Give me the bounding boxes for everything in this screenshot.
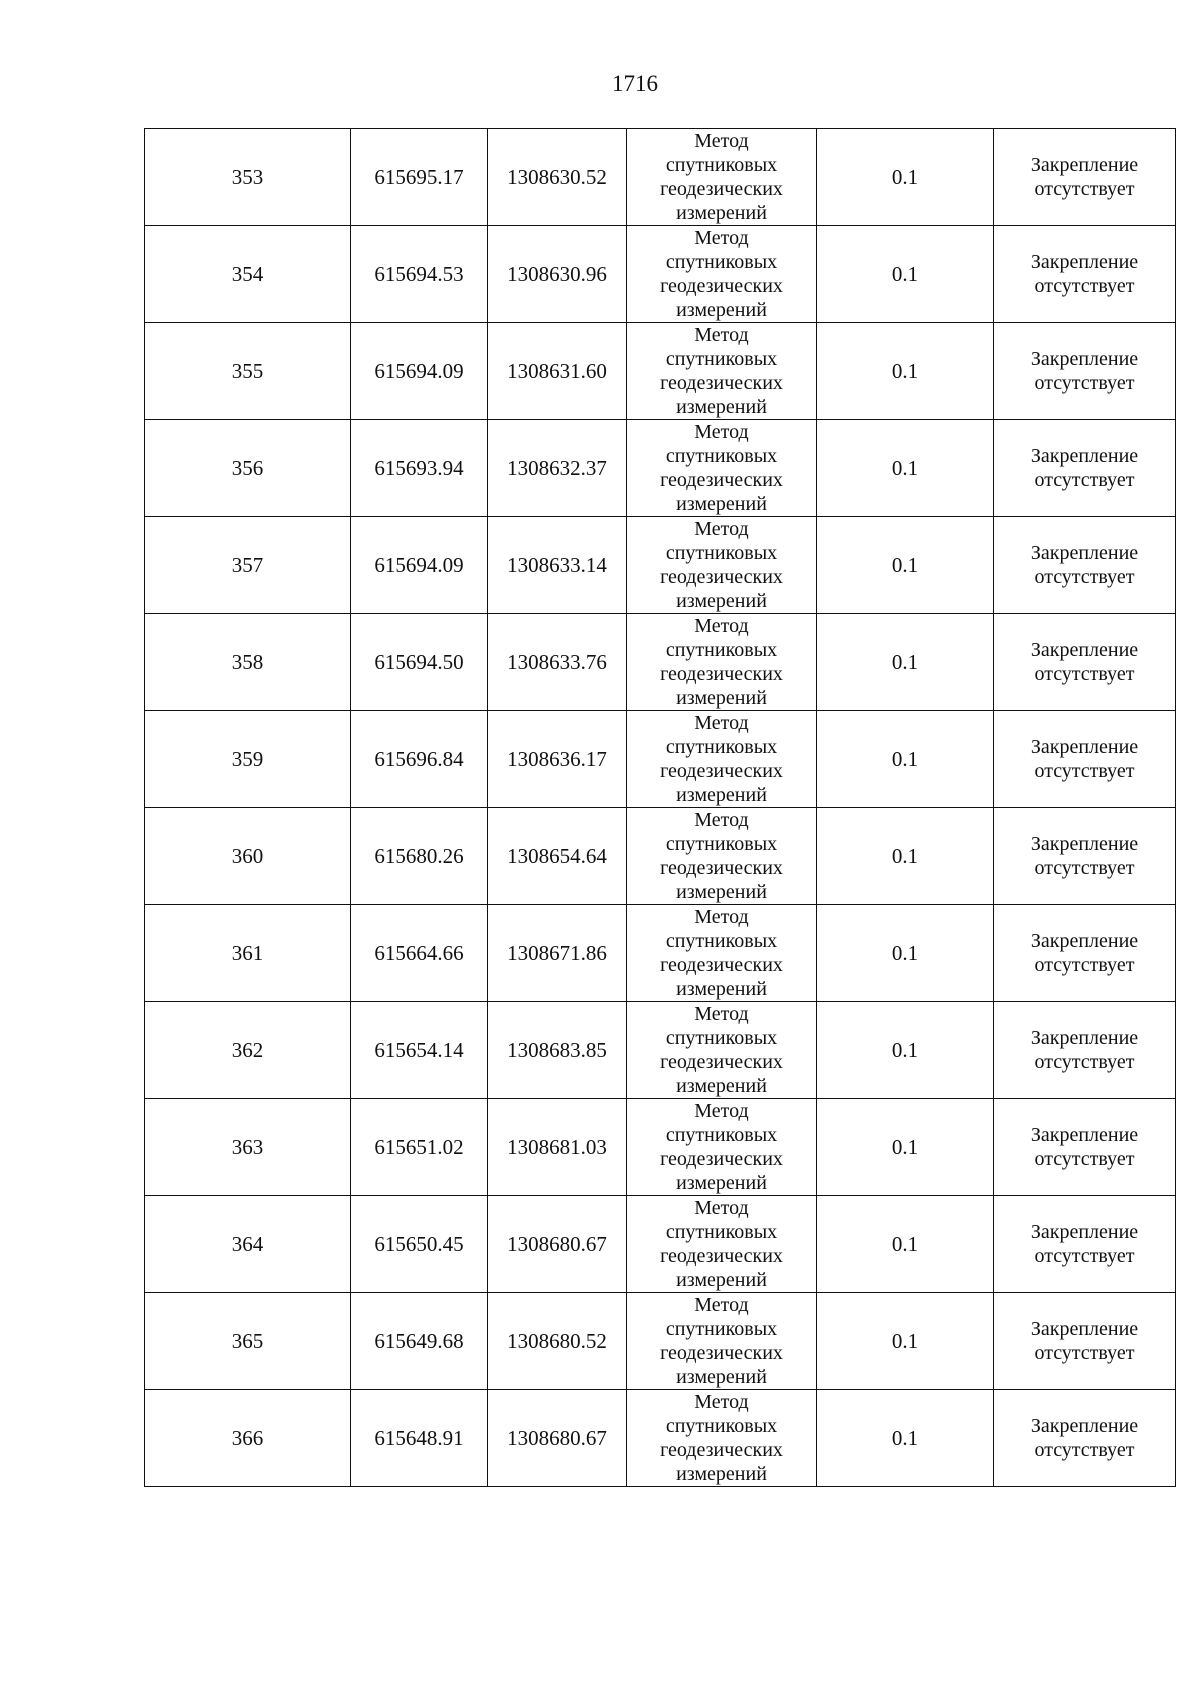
method-cell-line: спутниковых: [665, 251, 778, 273]
method-cell-line: Метод: [694, 324, 749, 346]
y-coordinate-cell: 1308680.52: [488, 1293, 627, 1390]
method-cell-line: геодезических: [660, 760, 783, 782]
point-number-cell: 357: [145, 517, 351, 614]
x-coordinate-cell: 615694.53: [351, 226, 488, 323]
fixation-cell-line: Закрепление: [1030, 348, 1139, 370]
accuracy-cell: 0.1: [817, 1390, 994, 1487]
point-number-cell: 356: [145, 420, 351, 517]
y-coordinate-cell: 1308633.14: [488, 517, 627, 614]
method-cell: [627, 614, 817, 711]
fixation-cell-line: Закрепление: [1030, 736, 1139, 758]
method-cell: [627, 1196, 817, 1293]
accuracy-cell: 0.1: [817, 808, 994, 905]
table-row: [145, 1099, 1176, 1196]
method-cell-line: геодезических: [660, 1051, 783, 1073]
table-row: [145, 808, 1176, 905]
accuracy-cell: 0.1: [817, 614, 994, 711]
coordinates-table: [144, 128, 1176, 1487]
fixation-cell-line: Закрепление: [1030, 930, 1139, 952]
fixation-cell-line: отсутствует: [1034, 663, 1135, 685]
method-cell-line: спутниковых: [665, 154, 778, 176]
accuracy-cell: 0.1: [817, 1099, 994, 1196]
fixation-cell: [994, 1002, 1176, 1099]
method-cell: [627, 808, 817, 905]
fixation-cell-line: Закрепление: [1030, 542, 1139, 564]
fixation-cell: [994, 129, 1176, 226]
method-cell-line: геодезических: [660, 1245, 783, 1267]
method-cell-line: измерений: [676, 1463, 767, 1485]
method-cell-line: геодезических: [660, 1342, 783, 1364]
fixation-cell-line: отсутствует: [1034, 372, 1135, 394]
method-cell: [627, 226, 817, 323]
method-cell-line: измерений: [676, 978, 767, 1000]
method-cell: [627, 517, 817, 614]
point-number-cell: 365: [145, 1293, 351, 1390]
fixation-cell-line: Закрепление: [1030, 1415, 1139, 1437]
method-cell-line: Метод: [694, 227, 749, 249]
method-cell-line: Метод: [694, 1003, 749, 1025]
y-coordinate-cell: 1308630.52: [488, 129, 627, 226]
method-cell-line: измерений: [676, 299, 767, 321]
method-cell-line: Метод: [694, 1294, 749, 1316]
y-coordinate-cell: 1308636.17: [488, 711, 627, 808]
x-coordinate-cell: 615694.09: [351, 323, 488, 420]
method-cell-line: геодезических: [660, 1439, 783, 1461]
method-cell: [627, 420, 817, 517]
fixation-cell: [994, 323, 1176, 420]
method-cell-line: спутниковых: [665, 639, 778, 661]
fixation-cell-line: отсутствует: [1034, 1245, 1135, 1267]
fixation-cell-line: Закрепление: [1030, 1124, 1139, 1146]
table-row: [145, 1196, 1176, 1293]
fixation-cell-line: отсутствует: [1034, 566, 1135, 588]
method-cell-line: спутниковых: [665, 1221, 778, 1243]
point-number-cell: 364: [145, 1196, 351, 1293]
method-cell-line: Метод: [694, 1391, 749, 1413]
method-cell-line: измерений: [676, 202, 767, 224]
method-cell-line: измерений: [676, 1172, 767, 1194]
fixation-cell-line: отсутствует: [1034, 1148, 1135, 1170]
accuracy-cell: 0.1: [817, 129, 994, 226]
method-cell: [627, 1002, 817, 1099]
table-row: [145, 711, 1176, 808]
x-coordinate-cell: 615696.84: [351, 711, 488, 808]
method-cell-line: измерений: [676, 1366, 767, 1388]
method-cell-line: геодезических: [660, 1148, 783, 1170]
method-cell-line: геодезических: [660, 469, 783, 491]
fixation-cell: [994, 905, 1176, 1002]
fixation-cell-line: отсутствует: [1034, 469, 1135, 491]
method-cell: [627, 1099, 817, 1196]
y-coordinate-cell: 1308680.67: [488, 1196, 627, 1293]
coordinates-table-body: [145, 129, 1176, 1487]
fixation-cell-line: отсутствует: [1034, 1439, 1135, 1461]
point-number-cell: 358: [145, 614, 351, 711]
method-cell-line: геодезических: [660, 275, 783, 297]
y-coordinate-cell: 1308680.67: [488, 1390, 627, 1487]
method-cell: [627, 711, 817, 808]
method-cell: [627, 1293, 817, 1390]
method-cell-line: Метод: [694, 1100, 749, 1122]
accuracy-cell: 0.1: [817, 1002, 994, 1099]
method-cell-line: Метод: [694, 712, 749, 734]
method-cell-line: геодезических: [660, 663, 783, 685]
fixation-cell-line: Закрепление: [1030, 251, 1139, 273]
x-coordinate-cell: 615649.68: [351, 1293, 488, 1390]
fixation-cell: [994, 1099, 1176, 1196]
fixation-cell-line: Закрепление: [1030, 445, 1139, 467]
fixation-cell: [994, 517, 1176, 614]
accuracy-cell: 0.1: [817, 1293, 994, 1390]
point-number-cell: 353: [145, 129, 351, 226]
x-coordinate-cell: 615695.17: [351, 129, 488, 226]
method-cell-line: спутниковых: [665, 348, 778, 370]
method-cell-line: измерений: [676, 784, 767, 806]
y-coordinate-cell: 1308681.03: [488, 1099, 627, 1196]
fixation-cell: [994, 1390, 1176, 1487]
table-row: [145, 226, 1176, 323]
fixation-cell-line: Закрепление: [1030, 639, 1139, 661]
y-coordinate-cell: 1308671.86: [488, 905, 627, 1002]
method-cell-line: геодезических: [660, 178, 783, 200]
method-cell: [627, 129, 817, 226]
method-cell: [627, 1390, 817, 1487]
point-number-cell: 354: [145, 226, 351, 323]
method-cell-line: спутниковых: [665, 833, 778, 855]
method-cell-line: геодезических: [660, 566, 783, 588]
fixation-cell-line: отсутствует: [1034, 178, 1135, 200]
fixation-cell-line: отсутствует: [1034, 760, 1135, 782]
table-row: [145, 1002, 1176, 1099]
x-coordinate-cell: 615648.91: [351, 1390, 488, 1487]
method-cell-line: измерений: [676, 493, 767, 515]
fixation-cell-line: Закрепление: [1030, 833, 1139, 855]
method-cell-line: геодезических: [660, 954, 783, 976]
x-coordinate-cell: 615693.94: [351, 420, 488, 517]
method-cell-line: измерений: [676, 1269, 767, 1291]
point-number-cell: 359: [145, 711, 351, 808]
table-row: [145, 129, 1176, 226]
method-cell-line: Метод: [694, 906, 749, 928]
method-cell-line: геодезических: [660, 372, 783, 394]
accuracy-cell: 0.1: [817, 420, 994, 517]
method-cell-line: измерений: [676, 590, 767, 612]
method-cell-line: спутниковых: [665, 1124, 778, 1146]
accuracy-cell: 0.1: [817, 226, 994, 323]
fixation-cell: [994, 1196, 1176, 1293]
accuracy-cell: 0.1: [817, 905, 994, 1002]
method-cell-line: измерений: [676, 881, 767, 903]
fixation-cell: [994, 614, 1176, 711]
point-number-cell: 355: [145, 323, 351, 420]
fixation-cell-line: отсутствует: [1034, 275, 1135, 297]
fixation-cell: [994, 711, 1176, 808]
accuracy-cell: 0.1: [817, 1196, 994, 1293]
fixation-cell-line: отсутствует: [1034, 954, 1135, 976]
fixation-cell-line: отсутствует: [1034, 1051, 1135, 1073]
table-row: [145, 1293, 1176, 1390]
y-coordinate-cell: 1308633.76: [488, 614, 627, 711]
method-cell-line: Метод: [694, 130, 749, 152]
method-cell-line: Метод: [694, 809, 749, 831]
x-coordinate-cell: 615664.66: [351, 905, 488, 1002]
x-coordinate-cell: 615651.02: [351, 1099, 488, 1196]
point-number-cell: 366: [145, 1390, 351, 1487]
fixation-cell: [994, 1293, 1176, 1390]
y-coordinate-cell: 1308683.85: [488, 1002, 627, 1099]
accuracy-cell: 0.1: [817, 711, 994, 808]
accuracy-cell: 0.1: [817, 517, 994, 614]
point-number-cell: 360: [145, 808, 351, 905]
fixation-cell: [994, 226, 1176, 323]
table-row: [145, 517, 1176, 614]
fixation-cell-line: Закрепление: [1030, 154, 1139, 176]
y-coordinate-cell: 1308631.60: [488, 323, 627, 420]
accuracy-cell: 0.1: [817, 323, 994, 420]
method-cell: [627, 905, 817, 1002]
method-cell: [627, 323, 817, 420]
method-cell-line: измерений: [676, 396, 767, 418]
method-cell-line: измерений: [676, 1075, 767, 1097]
fixation-cell-line: отсутствует: [1034, 857, 1135, 879]
page-number: 1716: [612, 71, 658, 96]
method-cell-line: спутниковых: [665, 930, 778, 952]
method-cell-line: Метод: [694, 421, 749, 443]
x-coordinate-cell: 615654.14: [351, 1002, 488, 1099]
x-coordinate-cell: 615650.45: [351, 1196, 488, 1293]
point-number-cell: 363: [145, 1099, 351, 1196]
method-cell-line: спутниковых: [665, 542, 778, 564]
table-row: [145, 323, 1176, 420]
method-cell-line: спутниковых: [665, 736, 778, 758]
method-cell-line: спутниковых: [665, 1318, 778, 1340]
table-row: [145, 614, 1176, 711]
method-cell-line: Метод: [694, 1197, 749, 1219]
point-number-cell: 361: [145, 905, 351, 1002]
point-number-cell: 362: [145, 1002, 351, 1099]
fixation-cell-line: Закрепление: [1030, 1318, 1139, 1340]
table-row: [145, 1390, 1176, 1487]
table-row: [145, 905, 1176, 1002]
fixation-cell: [994, 420, 1176, 517]
method-cell-line: спутниковых: [665, 1415, 778, 1437]
x-coordinate-cell: 615680.26: [351, 808, 488, 905]
method-cell-line: спутниковых: [665, 445, 778, 467]
fixation-cell: [994, 808, 1176, 905]
table-row: [145, 420, 1176, 517]
fixation-cell-line: отсутствует: [1034, 1342, 1135, 1364]
x-coordinate-cell: 615694.09: [351, 517, 488, 614]
method-cell-line: Метод: [694, 518, 749, 540]
x-coordinate-cell: 615694.50: [351, 614, 488, 711]
method-cell-line: Метод: [694, 615, 749, 637]
fixation-cell-line: Закрепление: [1030, 1027, 1139, 1049]
y-coordinate-cell: 1308654.64: [488, 808, 627, 905]
y-coordinate-cell: 1308632.37: [488, 420, 627, 517]
y-coordinate-cell: 1308630.96: [488, 226, 627, 323]
fixation-cell-line: Закрепление: [1030, 1221, 1139, 1243]
method-cell-line: измерений: [676, 687, 767, 709]
method-cell-line: геодезических: [660, 857, 783, 879]
method-cell-line: спутниковых: [665, 1027, 778, 1049]
